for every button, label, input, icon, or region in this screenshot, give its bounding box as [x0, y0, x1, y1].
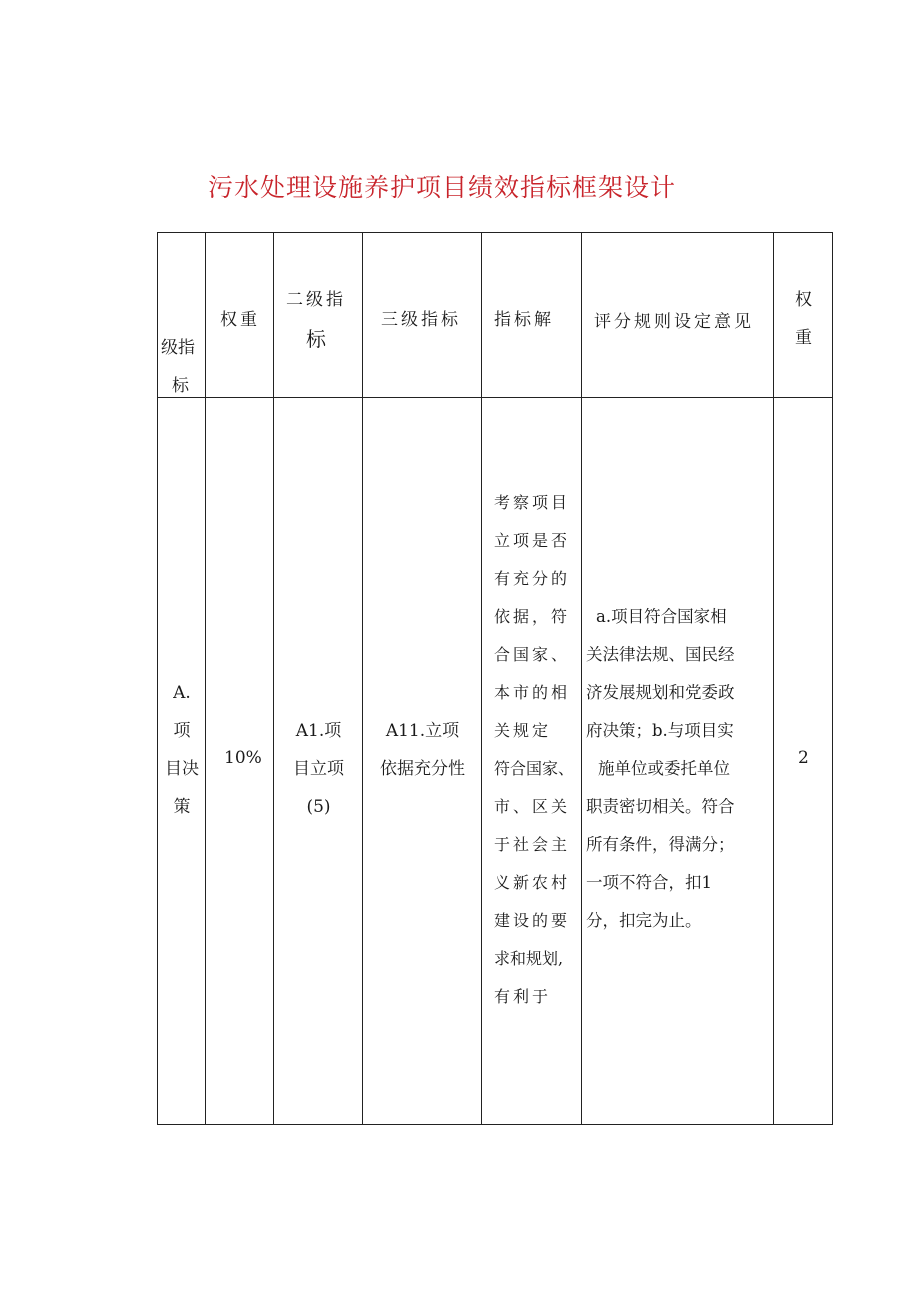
rules-line: 一项不符合，扣1 [586, 873, 712, 892]
header-level2 [274, 233, 363, 398]
explain-line: 考察项目 [494, 493, 571, 512]
level1-line: 项 [173, 721, 191, 741]
explain-line: 合国家、 [494, 645, 571, 664]
level2-line: (5) [306, 797, 331, 817]
explain-line: 本市的相 [494, 683, 571, 702]
cell-explain [482, 398, 582, 1125]
weight-value: 10% [224, 748, 262, 768]
cell-weight [206, 398, 274, 1125]
header-level3 [363, 233, 482, 398]
score-value: 2 [798, 748, 809, 768]
explain-line: 符合国家、 [494, 759, 575, 778]
rules-line: 分，扣完为止。 [586, 911, 702, 930]
level3-line: 依据充分性 [380, 759, 465, 779]
level3-line: A11.立项 [385, 721, 460, 741]
header-explain [482, 233, 582, 398]
cell-rules [582, 398, 774, 1125]
explain-line: 立项是否 [494, 531, 571, 550]
header-level3-label: 三级指标 [381, 310, 461, 330]
header-level1 [158, 233, 206, 398]
table-header-row [158, 233, 833, 398]
level2-line: 目立项 [293, 759, 344, 779]
explain-line: 求和规划, [494, 949, 564, 968]
cell-level3 [363, 398, 482, 1125]
indicator-table [157, 232, 833, 1125]
rules-line: 职责密切相关。符合 [586, 797, 735, 816]
header-rules [582, 233, 774, 398]
explain-line: 依据，符 [494, 607, 571, 626]
header-rules-label: 评分规则设定意见 [594, 312, 754, 332]
explain-line: 市、区关 [494, 797, 571, 816]
cell-level2 [274, 398, 363, 1125]
rules-line: 府决策；b.与项目实 [586, 721, 734, 740]
header-level2-line2: 标 [306, 327, 326, 351]
level1-line: A. [173, 683, 191, 703]
header-weight-label: 权重 [220, 310, 260, 330]
cell-score [774, 398, 833, 1125]
rules-line: 施单位或委托单位 [598, 759, 730, 778]
header-level1-line2: 标 [172, 376, 189, 396]
rules-line: 关法律法规、国民经 [586, 645, 735, 664]
header-score [774, 233, 833, 398]
level1-line: 目决 [165, 759, 199, 779]
explain-line: 有利于 [494, 987, 552, 1006]
explain-line: 义新农村 [494, 873, 571, 892]
level2-line: A1.项 [295, 721, 342, 741]
header-explain-label: 指标解 [494, 310, 554, 330]
table-row [158, 398, 833, 1125]
explain-line: 有充分的 [494, 569, 571, 588]
rules-line: 济发展规划和党委政 [586, 683, 735, 702]
cell-level1 [158, 398, 206, 1125]
header-score-line2: 重 [795, 328, 812, 348]
header-score-line1: 权 [795, 290, 812, 310]
explain-line: 关规定 [494, 721, 552, 740]
header-level2-line1: 二级指 [286, 290, 346, 310]
rules-line: 所有条件，得满分； [586, 835, 735, 854]
explain-line: 于社会主 [494, 835, 571, 854]
explain-line: 建设的要 [494, 911, 571, 930]
rules-line: a.项目符合国家相 [596, 607, 727, 626]
level1-line: 策 [173, 797, 191, 817]
header-weight [206, 233, 274, 398]
document-title: 污水处理设施养护项目绩效指标框架设计 [208, 173, 677, 202]
header-level1-line1: 级指 [161, 338, 195, 358]
